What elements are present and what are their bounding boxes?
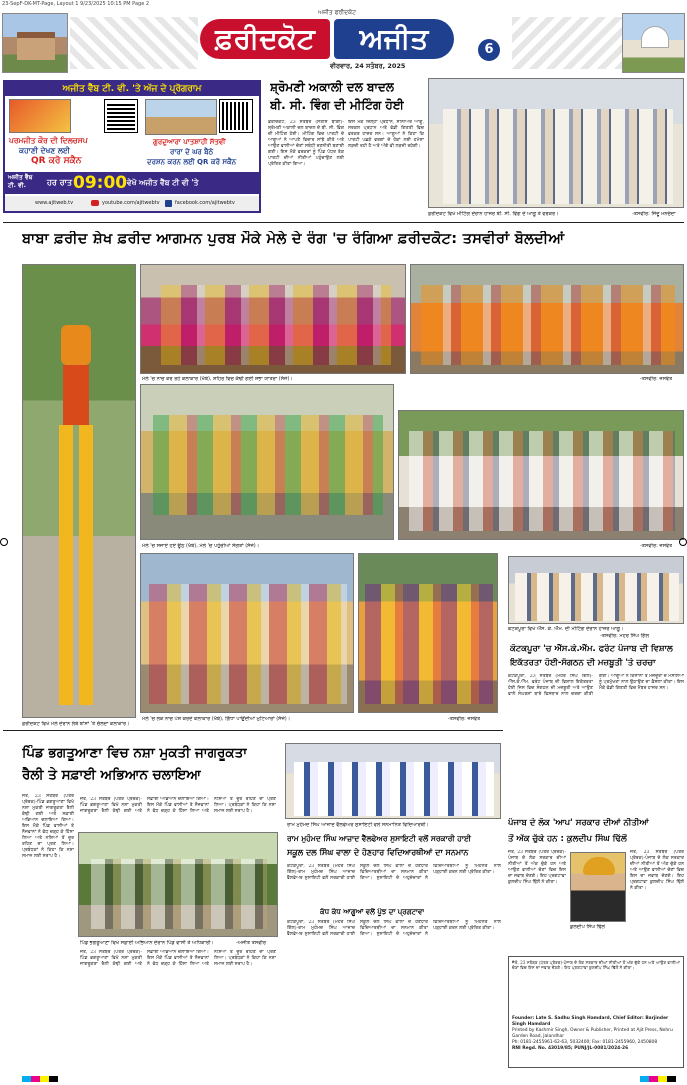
facebook-link[interactable]: facebook.com/ajitwebtv (175, 200, 235, 206)
drugs-headline-2: ਰੈਲੀ ਤੇ ਸਫ਼ਾਈ ਅਭਿਆਨ ਚਲਾਇਆ (22, 767, 202, 783)
students-honour-photo (285, 743, 501, 819)
drugs-body-bottom: ਜੈਤੋ, 23 ਸਤੰਬਰ (ਪੱਤਰ ਪ੍ਰੇਰਕ)-ਪਿੰਡ ਭਗਤੂਆਣਾ ਵਿਖੇ ਨਸ਼ਾ ਮੁਕਤੀ ਜਾਗਰੂਕਤਾ ਰੈਲੀ ਕੱਢੀ ਗਈ ਅਤੇ ਸਫ਼ਾਈ ਅਭਿਆਨ ਚਲਾਇਆ ਗਿਆ। ਇਸ ਮੌਕੇ ਪਿੰਡ ਵਾਸੀਆਂ ਤੇ ਨੌਜਵਾਨਾਂ ਨੇ ਵੱਧ ਚੜ੍ਹ ਕੇ ਹਿੱਸਾ ਲਿਆ ਅਤੇ ਨਸ਼ਿਆਂ ਤੋਂ ਦੂਰ ਰਹਿਣ ਦਾ ਪ੍ਰਣ ਲਿਆ। ਪ੍ਰਬੰਧਕਾਂ ਨੇ ਕਿਹਾ ਕਿ ਨਸ਼ਾ ਸਮਾਜ ਲਈ ਸਰਾਪ ਹੈ। (80, 950, 276, 967)
akali-body-col1: ਫ਼ਰੀਦਕੋਟ, 23 ਸਤੰਬਰ (ਸਤੀਸ਼ ਬਾਗ਼ੀ)-ਸ਼੍ਰੋਮਣੀ ਅਕਾਲੀ ਦਲ ਬਾਦਲ ਦੇ ਬੀ. ਸੀ. ਵਿੰਗ ਦੀ ਮੀਟਿੰਗ ਹੋਈ। ਮੀਟਿੰਗ ਵਿਚ ਪਾਰਟੀ ਦੇ ਆਗੂਆਂ ਨੇ ਆਪਣੇ ਵਿਚਾਰ ਸਾਂਝੇ ਕੀਤੇ ਅਤੇ ਆਉਣ ਵਾਲੀਆਂ ਚੋਣਾਂ ਸਬੰਧੀ ਰਣਨੀਤੀ ਬਣਾਈ ਗਈ। ਇਸ ਮੌਕੇ ਵਰਕਰਾਂ ਨੂੰ ਪਿੰਡ ਪੱਧਰ ਤੱਕ ਪਾਰਟੀ ਦੀਆਂ ਨੀਤੀਆਂ ਪਹੁੰਚਾਉਣ ਲਈ ਪ੍ਰੇਰਿਤ ਕੀਤਾ ਗਿਆ। (268, 120, 344, 167)
akali-photo-caption: ਫ਼ਰੀਦਕੋਟ ਵਿਖੇ ਮੀਟਿੰਗ ਦੌਰਾਨ ਹਾਜ਼ਰ ਬੀ. ਸੀ. ਵਿੰਗ ਦੇ ਆਗੂ ਤੇ ਵਰਕਰ। (428, 211, 559, 217)
promo2-qr-code[interactable] (220, 100, 252, 132)
banner-rule-top (3, 222, 684, 223)
masthead-pattern-left (70, 17, 198, 69)
row2-credit: -ਤਸਵੀਰ: ਜਸਵੰਤ (640, 543, 673, 549)
crowd-photo (398, 410, 684, 540)
time-suffix: ਵੇਖੋ ਅਜੀਤ ਵੈੱਬ ਟੀ ਵੀ 'ਤੇ (127, 178, 199, 187)
masthead-right-photo (622, 13, 685, 73)
school-sub-headline: ਕੰਧ ਕੰਧ ਆਗੂਆਂ ਵਲੋਂ ਪੂੰਝ ਦਾ ਪ੍ਰਗਟਾਵਾ (320, 908, 425, 916)
promo2-line3: ਦਰਸ਼ਨ ਕਰਨ ਲਈ QR ਕਰੋ ਸਕੈਨ (147, 158, 237, 166)
kuldeep-portrait (570, 852, 626, 922)
web-tv-title: ਅਜੀਤ ਵੈੱਬ ਟੀ. ਵੀ. 'ਤੇ ਅੱਜ ਦੇ ਪ੍ਰੋਗਰਾਮ (5, 82, 259, 96)
masthead-small-top: ਅਜੀਤ ਫਰੀਦਕੋਟ (318, 9, 356, 16)
masthead-pattern-right (512, 17, 622, 69)
kotkapura-headline-2: ਇਕੱਤਰਤਾ ਹੋਈ-ਸੰਗਠਨ ਦੀ ਮਜ਼ਬੂਤੀ 'ਤੇ ਚਰਚਾ (510, 658, 656, 668)
school-photo-caption: ਰਾਮ ਮੁਹੰਮਦ ਸਿੰਘ ਆਜ਼ਾਦ ਵੈੱਲਫੇਅਰ ਸੁਸਾਇਟੀ ਵਲੋਂ ਸਨਮਾਨਿਤ ਵਿਦਿਆਰਥੀ। (287, 822, 429, 828)
masthead-left-photo (2, 13, 68, 73)
youtube-link[interactable]: youtube.com/ajitwebtv (102, 200, 160, 206)
promo2-line1: ਗੁਰਦੁਆਰਾ ਪਾਤਸ਼ਾਹੀ ਸੱਤਵੀਂ (153, 138, 226, 146)
time-value: 09:00 (73, 173, 128, 193)
print-slug: 23-SepF-DK-MT-Page, Layout 1 9/23/2025 10:15 PM Page 2 (2, 1, 150, 7)
promo1-qr-code[interactable] (105, 100, 137, 132)
kuldeep-portrait-name: ਕੁਲਦੀਪ ਸਿੰਘ ਢਿੱਲੋਂ (570, 924, 605, 930)
punjab-headline-2: ਤੋਂ ਅੱਕ ਚੁੱਕੇ ਹਨ : ਕੁਲਦੀਪ ਸਿੰਘ ਢਿੱਲੋਂ (508, 834, 627, 844)
row3-credit: -ਤਸਵੀਰ: ਜਸਵੰਤ (448, 716, 481, 722)
drugs-photo-credit: -ਅਜੀਤ ਤਸਵੀਰ (236, 940, 266, 946)
punjab-body-left: ਜੈਤੋ, 23 ਸਤੰਬਰ (ਪੱਤਰ ਪ੍ਰੇਰਕ)-ਪੰਜਾਬ ਦੇ ਲੋਕ ਸਰਕਾਰ ਦੀਆਂ ਨੀਤੀਆਂ ਤੋਂ ਅੱਕ ਚੁੱਕੇ ਹਨ ਅਤੇ ਆਉਣ ਵਾਲੀਆਂ ਚੋਣਾਂ ਵਿਚ ਇਸ ਦਾ ਜਵਾਬ ਦੇਣਗੇ। ਇਹ ਪ੍ਰਗਟਾਵਾ ਕੁਲਦੀਪ ਸਿੰਘ ਢਿੱਲੋਂ ਨੇ ਕੀਤਾ। (508, 850, 566, 885)
masthead-date: ਵੀਰਵਾਰ, 24 ਸਤੰਬਰ, 2025 (330, 62, 406, 70)
procession-photo (410, 264, 684, 374)
page-number-badge (478, 39, 500, 61)
registration-mark-left (0, 538, 8, 546)
web-tv-box (3, 80, 261, 213)
kotkapura-body: ਕੋਟਕਪੂਰਾ, 23 ਸਤੰਬਰ (ਮੋਹਰ ਸਿੰਘ ਗਿੱਲ)-ਐੱਸ.ਕੇ.ਐੱਮ. ਫਰੰਟ ਪੰਜਾਬ ਦੀ ਵਿਸ਼ਾਲ ਇਕੱਤਰਤਾ ਹੋਈ ਜਿਸ ਵਿਚ ਸੰਗਠਨ ਦੀ ਮਜ਼ਬੂਤੀ ਅਤੇ ਆਉਣ ਵਾਲੇ ਸੰਘਰਸ਼ਾਂ ਬਾਰੇ ਵਿਸਥਾਰ ਨਾਲ ਚਰਚਾ ਕੀਤੀ ਗਈ। ਆਗੂਆਂ ਨੇ ਕਿਸਾਨਾਂ ਤੇ ਮਜ਼ਦੂਰਾਂ ਦੇ ਮਸਲਿਆਂ ਨੂੰ ਪ੍ਰਮੁੱਖਤਾ ਨਾਲ ਉਠਾਉਣ ਦਾ ਫ਼ੈਸਲਾ ਕੀਤਾ। ਇਸ ਮੌਕੇ ਵੱਡੀ ਗਿਣਤੀ ਵਿਚ ਮੈਂਬਰ ਹਾਜ਼ਰ ਸਨ। (508, 674, 684, 697)
promo1-line1: ਪਰਮਜੀਤ ਕੌਰ ਦੀ ਦਿਲਚਸਪ (9, 136, 88, 145)
school-body: ਕੋਟਕਪੂਰਾ, 23 ਸਤੰਬਰ (ਮੋਹਰ ਸਿੰਘ ਗਿੱਲ)-ਰਾਮ ਮੁਹੰਮਦ ਸਿੰਘ ਆਜ਼ਾਦ ਵੈੱਲਫੇਅਰ ਸੁਸਾਇਟੀ ਵਲੋਂ ਸਰਕਾਰੀ ਹਾਈ ਸਕੂਲ ਦਲ ਸਿੰਘ ਵਾਲਾ ਦੇ ਹੋਣਹਾਰ ਵਿਦਿਆਰਥੀਆਂ ਦਾ ਸਨਮਾਨ ਕੀਤਾ ਗਿਆ। ਸੁਸਾਇਟੀ ਦੇ ਅਹੁਦੇਦਾਰਾਂ ਨੇ ਵਿਦਿਆਰਥੀਆਂ ਨੂੰ ਮਿਹਨਤ ਨਾਲ ਪੜ੍ਹਾਈ ਕਰਨ ਲਈ ਪ੍ਰੇਰਿਤ ਕੀਤਾ। (287, 864, 501, 881)
drugs-headline-1: ਪਿੰਡ ਭਗਤੂਆਣਾ ਵਿਚ ਨਸ਼ਾ ਮੁਕਤੀ ਜਾਗਰੂਕਤਾ (22, 745, 248, 761)
drugs-photo-caption: ਪਿੰਡ ਭਗਤੂਆਣਾ ਵਿਖੇ ਸਫ਼ਾਈ ਅਭਿਆਨ ਦੌਰਾਨ ਪਿੰਡ ਵਾਸੀ ਤੇ ਅਧਿਕਾਰੀ। (80, 940, 214, 946)
drugs-body-left: ਜੈਤੋ, 23 ਸਤੰਬਰ (ਪੱਤਰ ਪ੍ਰੇਰਕ)-ਪਿੰਡ ਭਗਤੂਆਣਾ ਵਿਖੇ ਨਸ਼ਾ ਮੁਕਤੀ ਜਾਗਰੂਕਤਾ ਰੈਲੀ ਕੱਢੀ ਗਈ ਅਤੇ ਸਫ਼ਾਈ ਅਭਿਆਨ ਚਲਾਇਆ ਗਿਆ। ਇਸ ਮੌਕੇ ਪਿੰਡ ਵਾਸੀਆਂ ਤੇ ਨੌਜਵਾਨਾਂ ਨੇ ਵੱਧ ਚੜ੍ਹ ਕੇ ਹਿੱਸਾ ਲਿਆ ਅਤੇ ਨਸ਼ਿਆਂ ਤੋਂ ਦੂਰ ਰਹਿਣ ਦਾ ਪ੍ਰਣ ਲਿਆ। ਪ੍ਰਬੰਧਕਾਂ ਨੇ ਕਿਹਾ ਕਿ ਨਸ਼ਾ ਸਮਾਜ ਲਈ ਸਰਾਪ ਹੈ। (22, 794, 74, 859)
drugs-body-top: ਜੈਤੋ, 23 ਸਤੰਬਰ (ਪੱਤਰ ਪ੍ਰੇਰਕ)-ਪਿੰਡ ਭਗਤੂਆਣਾ ਵਿਖੇ ਨਸ਼ਾ ਮੁਕਤੀ ਜਾਗਰੂਕਤਾ ਰੈਲੀ ਕੱਢੀ ਗਈ ਅਤੇ ਸਫ਼ਾਈ ਅਭਿਆਨ ਚਲਾਇਆ ਗਿਆ। ਇਸ ਮੌਕੇ ਪਿੰਡ ਵਾਸੀਆਂ ਤੇ ਨੌਜਵਾਨਾਂ ਨੇ ਵੱਧ ਚੜ੍ਹ ਕੇ ਹਿੱਸਾ ਲਿਆ ਅਤੇ ਨਸ਼ਿਆਂ ਤੋਂ ਦੂਰ ਰਹਿਣ ਦਾ ਪ੍ਰਣ ਲਿਆ। ਪ੍ਰਬੰਧਕਾਂ ਨੇ ਕਿਹਾ ਕਿ ਨਸ਼ਾ ਸਮਾਜ ਲਈ ਸਰਾਪ ਹੈ। (80, 797, 276, 814)
color-bar-bottom (22, 1076, 58, 1082)
akali-photo-credit: -ਤਸਵੀਰ: ਜਿੰਦੂ ਮਨਚੰਦਾ (632, 211, 676, 217)
punjab-body-right: ਜੈਤੋ, 23 ਸਤੰਬਰ (ਪੱਤਰ ਪ੍ਰੇਰਕ)-ਪੰਜਾਬ ਦੇ ਲੋਕ ਸਰਕਾਰ ਦੀਆਂ ਨੀਤੀਆਂ ਤੋਂ ਅੱਕ ਚੁੱਕੇ ਹਨ ਅਤੇ ਆਉਣ ਵਾਲੀਆਂ ਚੋਣਾਂ ਵਿਚ ਇਸ ਦਾ ਜਵਾਬ ਦੇਣਗੇ। ਇਹ ਪ੍ਰਗਟਾਵਾ ਕੁਲਦੀਪ ਸਿੰਘ ਢਿੱਲੋਂ ਨੇ ਕੀਤਾ। (630, 850, 684, 891)
punjab-headline-1: ਪੰਜਾਬ ਦੇ ਲੋਕ 'ਆਪ' ਸਰਕਾਰ ਦੀਆਂ ਨੀਤੀਆਂ (508, 818, 649, 828)
camels-photo (140, 384, 394, 540)
akali-meeting-photo (428, 78, 684, 208)
kotkapura-photo-credit: -ਤਸਵੀਰ: ਮੋਹਰ ਸਿੰਘ ਗਿੱਲ (600, 633, 650, 639)
school-headline-1: ਰਾਮ ਮੁਹੰਮਦ ਸਿੰਘ ਆਜ਼ਾਦ ਵੈੱਲਫੇਅਰ ਸੁਸਾਇਟੀ ਵਲੋਂ ਸਰਕਾਰੀ ਹਾਈ (287, 834, 471, 843)
row2-caption: ਮੇਲੇ 'ਚ ਸਜਾਏ ਹੋਏ ਊਠ (ਖੱਬੇ), ਮੇਲੇ 'ਚ ਪਹੁੰਚੀਆਂ ਸੰਗਤਾਂ (ਸੱਜੇ)। (142, 543, 260, 549)
akali-headline-1: ਸ਼੍ਰੋਮਣੀ ਅਕਾਲੀ ਦਲ ਬਾਦਲ (270, 80, 394, 94)
stilt-walker-photo (22, 264, 136, 718)
registration-mark-right (679, 538, 687, 546)
imprint-box (508, 956, 684, 1068)
imprint-line4: RNI Regd. No. 43019/85; PUNJ/JL-0081/2024-26 (512, 1046, 629, 1051)
promo2-thumbnail (145, 99, 217, 135)
promo2-line2: ਰਾਰਾ ਦੇ ਘਰ ਬੈਠੇ (170, 148, 214, 156)
cleanliness-drive-photo (78, 832, 278, 937)
web-tv-time-bar (5, 172, 259, 194)
time-label: ਹਰ ਰਾਤ (47, 178, 73, 187)
color-bar-bottom-right (640, 1076, 676, 1082)
kotkapura-headline-1: ਕੋਟਕਪੂਰਾ 'ਚ ਐੱਸ.ਕੇ.ਐੱਮ. ਫਰੰਟ ਪੰਜਾਬ ਦੀ ਵਿਸ਼ਾਲ (510, 644, 673, 654)
imprint-line2: Printed by Kashmir Singh, Owner & Publisher, Printed at Ajit Press, Nehru Garden Road, Jalandhar (512, 1028, 673, 1039)
section-rule-mid (3, 730, 503, 731)
giddha-photo (358, 553, 498, 713)
kotkapura-photo-caption: ਕੋਟਕਪੂਰਾ ਵਿਖੇ ਐੱਸ. ਕੇ. ਐੱਮ. ਦੀ ਮੀਟਿੰਗ ਦੌਰਾਨ ਹਾਜ਼ਰ ਆਗੂ। (508, 626, 624, 632)
masthead (0, 9, 687, 75)
masthead-paper-name: ਅਜੀਤ (334, 19, 454, 59)
stilt-photo-caption: ਫ਼ਰੀਦਕੋਟ ਵਿਖੇ ਮੇਲੇ ਦੌਰਾਨ ਲੰਬੇ ਬਾਂਸਾਂ 'ਤੇ ਚੱਲਦਾ ਕਲਾਕਾਰ। (22, 721, 130, 727)
web-tv-links (5, 196, 259, 211)
imprint-line3: Ph: 0181-2455961-62-63, 5032400; Fax: 0181-2455960, 2450808 (512, 1040, 658, 1045)
akali-headline-2: ਬੀ. ਸੀ. ਵਿੰਗ ਦੀ ਮੀਟਿੰਗ ਹੋਈ (270, 98, 404, 112)
row1-caption: ਮੇਲੇ 'ਚ ਨਾਚ ਕਰ ਰਹੇ ਕਲਾਕਾਰ (ਖੱਬੇ), ਸ਼ਹਿਰ ਵਿਚ ਕੱਢੀ ਗਈ ਸ਼ੋਭਾ ਯਾਤਰਾ (ਸੱਜੇ)। (142, 376, 293, 382)
promo1-line2: ਕਹਾਣੀ ਦੇਖਣ ਲਈ (19, 146, 70, 155)
page-number: 6 (484, 42, 494, 57)
dancers-photo (140, 264, 406, 374)
youtube-icon (91, 200, 99, 206)
akali-body-col2: ਇਸ ਮੌਕੇ ਜ਼ਿਲ੍ਹਾ ਪ੍ਰਧਾਨ, ਸੀਨੀਅਰ ਆਗੂ, ਸਰਕਲ ਪ੍ਰਧਾਨ ਅਤੇ ਵੱਡੀ ਗਿਣਤੀ ਵਿਚ ਵਰਕਰ ਹਾਜ਼ਰ ਸਨ। ਆਗੂਆਂ ਨੇ ਕਿਹਾ ਕਿ ਪਾਰਟੀ ਪਛੜੇ ਵਰਗਾਂ ਦੇ ਹੱਕਾਂ ਲਈ ਹਮੇਸ਼ਾ ਲੜਦੀ ਰਹੀ ਹੈ ਅਤੇ ਅੱਗੇ ਵੀ ਲੜਦੀ ਰਹੇਗੀ। (348, 120, 424, 149)
row1-credit: -ਤਸਵੀਰ: ਜਸਵੰਤ (640, 376, 673, 382)
promo1-thumbnail (9, 99, 71, 133)
school-headline-2: ਸਕੂਲ ਦਲ ਸਿੰਘ ਵਾਲਾ ਦੇ ਹੋਣਹਾਰ ਵਿਦਿਆਰਥੀਆਂ ਦਾ ਸਨਮਾਨ (287, 848, 469, 857)
masthead-city: ਫ਼ਰੀਦਕੋਟ (200, 19, 330, 59)
kotkapura-meeting-photo (508, 556, 684, 624)
banner-headline: ਬਾਬਾ ਫ਼ਰੀਦ ਸ਼ੇਖ ਫ਼ਰੀਦ ਆਗਮਨ ਪੁਰਬ ਮੌਕੇ ਮੇਲੇ ਦੇ ਰੰਗ 'ਚ ਰੰਗਿਆ ਫ਼ਰੀਦਕੋਟ: ਤਸਵੀਰਾਂ ਬੋਲਦੀਆਂ (22, 231, 565, 247)
imprint-body-filler: ਜੈਤੋ, 23 ਸਤੰਬਰ (ਪੱਤਰ ਪ੍ਰੇਰਕ)-ਪੰਜਾਬ ਦੇ ਲੋਕ ਸਰਕਾਰ ਦੀਆਂ ਨੀਤੀਆਂ ਤੋਂ ਅੱਕ ਚੁੱਕੇ ਹਨ ਅਤੇ ਆਉਣ ਵਾਲੀਆਂ ਚੋਣਾਂ ਵਿਚ ਇਸ ਦਾ ਜਵਾਬ ਦੇਣਗੇ। ਇਹ ਪ੍ਰਗਟਾਵਾ ਕੁਲਦੀਪ ਸਿੰਘ ਢਿੱਲੋਂ ਨੇ ਕੀਤਾ। (512, 960, 680, 971)
web-tv-brand: ਅਜੀਤ ਵੈੱਬ ਟੀ. ਵੀ. (8, 174, 33, 189)
promo1-line3: QR ਕਰੋ ਸਕੈਨ (31, 156, 82, 166)
folk-dance-photo (140, 553, 354, 713)
row3-caption: ਮੇਲੇ 'ਚ ਲੋਕ ਨਾਚ ਪੇਸ਼ ਕਰਦੇ ਕਲਾਕਾਰ (ਖੱਬੇ), ਗਿੱਧਾ ਪਾਉਂਦੀਆਂ ਮੁਟਿਆਰਾਂ (ਸੱਜੇ)। (142, 716, 291, 722)
facebook-icon (165, 200, 172, 207)
school-body-more: ਕੋਟਕਪੂਰਾ, 23 ਸਤੰਬਰ (ਮੋਹਰ ਸਿੰਘ ਗਿੱਲ)-ਰਾਮ ਮੁਹੰਮਦ ਸਿੰਘ ਆਜ਼ਾਦ ਵੈੱਲਫੇਅਰ ਸੁਸਾਇਟੀ ਵਲੋਂ ਸਰਕਾਰੀ ਹਾਈ ਸਕੂਲ ਦਲ ਸਿੰਘ ਵਾਲਾ ਦੇ ਹੋਣਹਾਰ ਵਿਦਿਆਰਥੀਆਂ ਦਾ ਸਨਮਾਨ ਕੀਤਾ ਗਿਆ। ਸੁਸਾਇਟੀ ਦੇ ਅਹੁਦੇਦਾਰਾਂ ਨੇ ਵਿਦਿਆਰਥੀਆਂ ਨੂੰ ਮਿਹਨਤ ਨਾਲ ਪੜ੍ਹਾਈ ਕਰਨ ਲਈ ਪ੍ਰੇਰਿਤ ਕੀਤਾ। (287, 920, 501, 937)
site-link[interactable]: www.ajitweb.tv (35, 200, 74, 206)
imprint-line1: Founder: Late S. Sadhu Singh Hamdard, Chief Editor: Barjinder Singh Hamdard (512, 1016, 669, 1027)
